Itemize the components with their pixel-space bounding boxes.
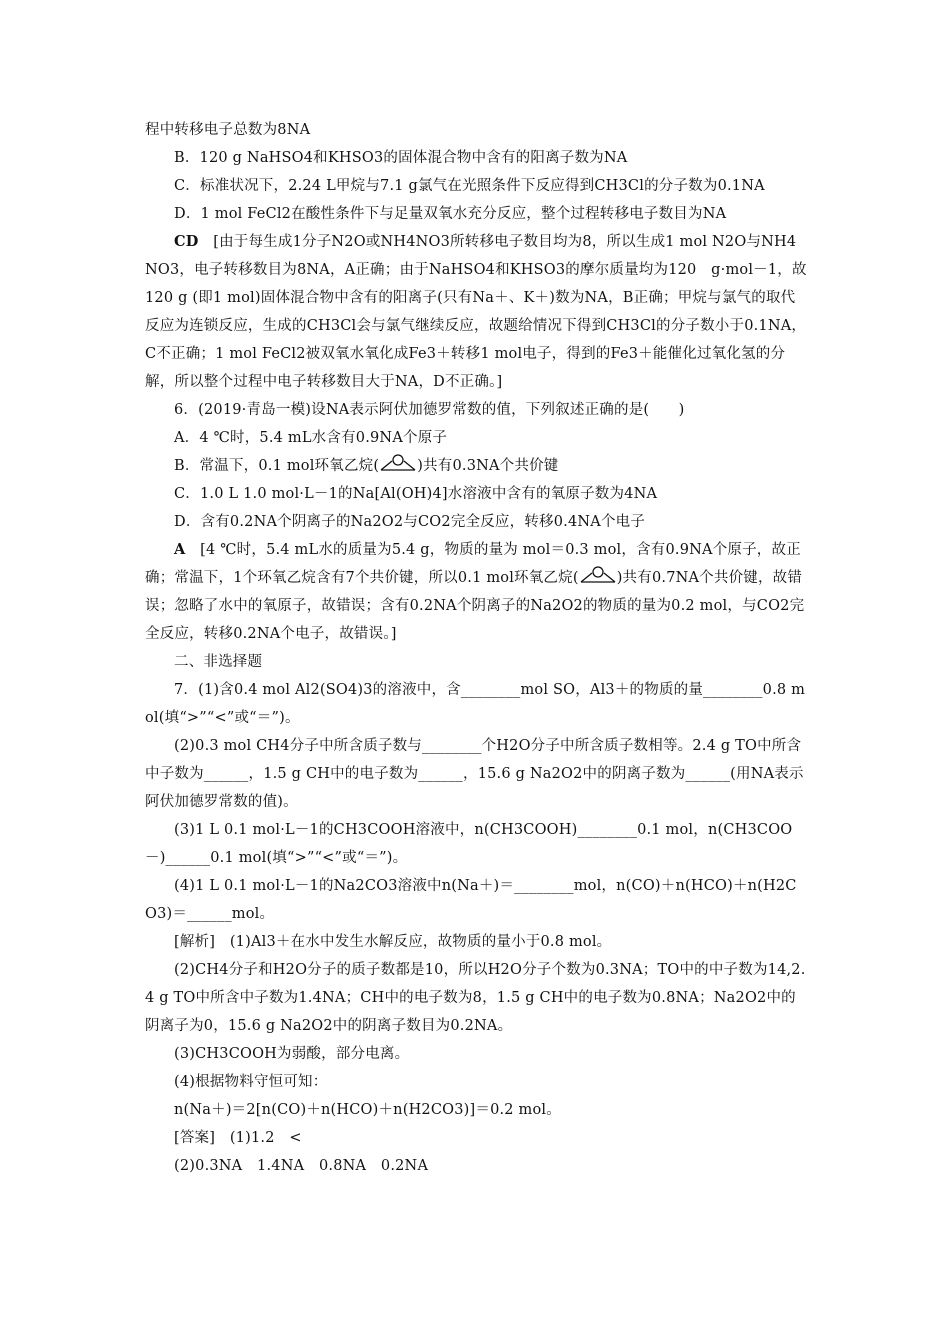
q7-analysis-4: (4)根据物料守恒可知：	[174, 1074, 328, 1090]
q7-analysis-2: (2)CH4分子和H2O分子的质子数都是10，所以H2O分子个数为0.3NA；TO中的中子数为14,2.4 g TO中所含中子数为1.4NA；CH中的电子数为8，1.5 g CH中的电子数为0.8NA；Na2O2中的阴离子为0，15.6 g Na2O2中的阴离子数目为0.2NA。	[145, 962, 806, 1034]
q6-answer	[145, 536, 807, 648]
q6-stem: 6．(2019·青岛一模)设NA表示阿伏加德罗常数的值，下列叙述正确的是( )	[174, 402, 685, 418]
q6-answer-explanation-end: )共有0.7NA个共价键，故错误；忽略了水中的氧原子，故错误；含有0.2NA个阴离子的Na2O2的物质的量为0.2 mol，与CO2完全反应，转移0.2NA个电子，故错误。]	[145, 570, 805, 642]
q6-option-c: C．1.0 L 1.0 mol·L－1的Na[Al(OH)4]水溶液中含有的氧原子数为4NA	[174, 486, 658, 502]
q7-part-1: 7．(1)含0.4 mol Al2(SO4)3的溶液中，含________mol SO，Al3＋的物质的量________0.8 mol(填“>”“<”或“＝”)。	[145, 682, 806, 726]
answer-part-1: (1)1.2 <	[229, 1130, 302, 1146]
q5-answer-label: CD	[174, 233, 199, 250]
epoxyethane-ring-icon	[379, 453, 417, 473]
q5-option-d: D．1 mol FeCl2在酸性条件下与足量双氧水充分反应，整个过程转移电子数目为NA	[174, 206, 727, 222]
q6-option-b-text-end: )共有0.3NA个共价键	[417, 458, 559, 474]
q7-answer-2: (2)0.3NA 1.4NA 0.8NA 0.2NA	[174, 1158, 429, 1174]
epoxyethane-ring-icon	[579, 565, 617, 585]
q5-option-a-continuation: 程中转移电子总数为8NA	[145, 122, 311, 138]
q7-part-2: (2)0.3 mol CH4分子中所含质子数与________个H2O分子中所含质子数相等。2.4 g TO中所含中子数为______，1.5 g CH中的电子数为______，15.6 g Na2O2中的阴离子数为______(用NA表示阿伏加德罗常数的值)。	[145, 738, 804, 810]
q7-analysis-5: n(Na＋)＝2[n(CO)＋n(HCO)＋n(H2CO3)]＝0.2 mol。	[174, 1102, 561, 1118]
q7-analysis-3: (3)CH3COOH为弱酸，部分电离。	[174, 1046, 410, 1062]
q7-part-4: (4)1 L 0.1 mol·L－1的Na2CO3溶液中n(Na＋)＝________mol，n(CO)＋n(HCO)＋n(H2CO3)＝______mol。	[145, 878, 797, 922]
q5-answer	[145, 228, 807, 396]
q7-part-3: (3)1 L 0.1 mol·L－1的CH3COOH溶液中，n(CH3COOH)________0.1 mol，n(CH3COO－)______0.1 mol(填“>”“<”或“＝”)。	[145, 822, 793, 866]
q6-option-b-text-start: B．常温下，0.1 mol环氧乙烷(	[174, 458, 380, 474]
q6-answer-explanation-start: [4 ℃时，5.4 mL水的质量为5.4 g，物质的量为 mol＝0.3 mol，含有0.9NA个原子，故正确；常温下，1个环氧乙烷含有7个共价键，所以0.1 mol环氧乙烷(	[145, 542, 801, 586]
q7-answer-1	[145, 1124, 807, 1152]
q5-option-c: C．标准状况下，2.24 L甲烷与7.1 g氯气在光照条件下反应得到CH3Cl的分子数为0.1NA	[174, 178, 765, 194]
q6-option-b	[145, 452, 807, 480]
q6-option-a: A．4 ℃时，5.4 mL水含有0.9NA个原子	[174, 430, 448, 446]
q5-option-b: B．120 g NaHSO4和KHSO3的固体混合物中含有的阳离子数为NA	[174, 150, 628, 166]
document-body	[145, 116, 807, 1180]
q6-answer-label: A	[174, 541, 186, 558]
q7-analysis-1	[145, 928, 807, 956]
q5-answer-explanation: [由于每生成1分子N2O或NH4NO3所转移电子数目均为8，所以生成1 mol N2O与NH4NO3，电子转移数目为8NA，A正确；由于NaHSO4和KHSO3的摩尔质量均为120 g·mol－1，故120 g (即1 mol)固体混合物中含有的阳离子(只有Na＋、K＋)数为NA，B正确；甲烷与氯气的取代反应为连锁反应，生成的CH3Cl会与氯气继续反应，故题给情况下得到CH3Cl的分子数小于0.1NA，C不正确；1 mol FeCl2被双氧水氧化成Fe3＋转移1 mol电子，得到的Fe3＋能催化过氧化氢的分解，所以整个过程中电子转移数目大于NA，D不正确。]	[145, 234, 807, 390]
analysis-label: [解析]	[174, 934, 216, 950]
answer-label: [答案]	[174, 1130, 216, 1146]
analysis-part-1: (1)Al3＋在水中发生水解反应，故物质的量小于0.8 mol。	[229, 934, 612, 950]
section-heading: 二、非选择题	[174, 654, 263, 670]
q6-option-d: D．含有0.2NA个阴离子的Na2O2与CO2完全反应，转移0.4NA个电子	[174, 514, 646, 530]
